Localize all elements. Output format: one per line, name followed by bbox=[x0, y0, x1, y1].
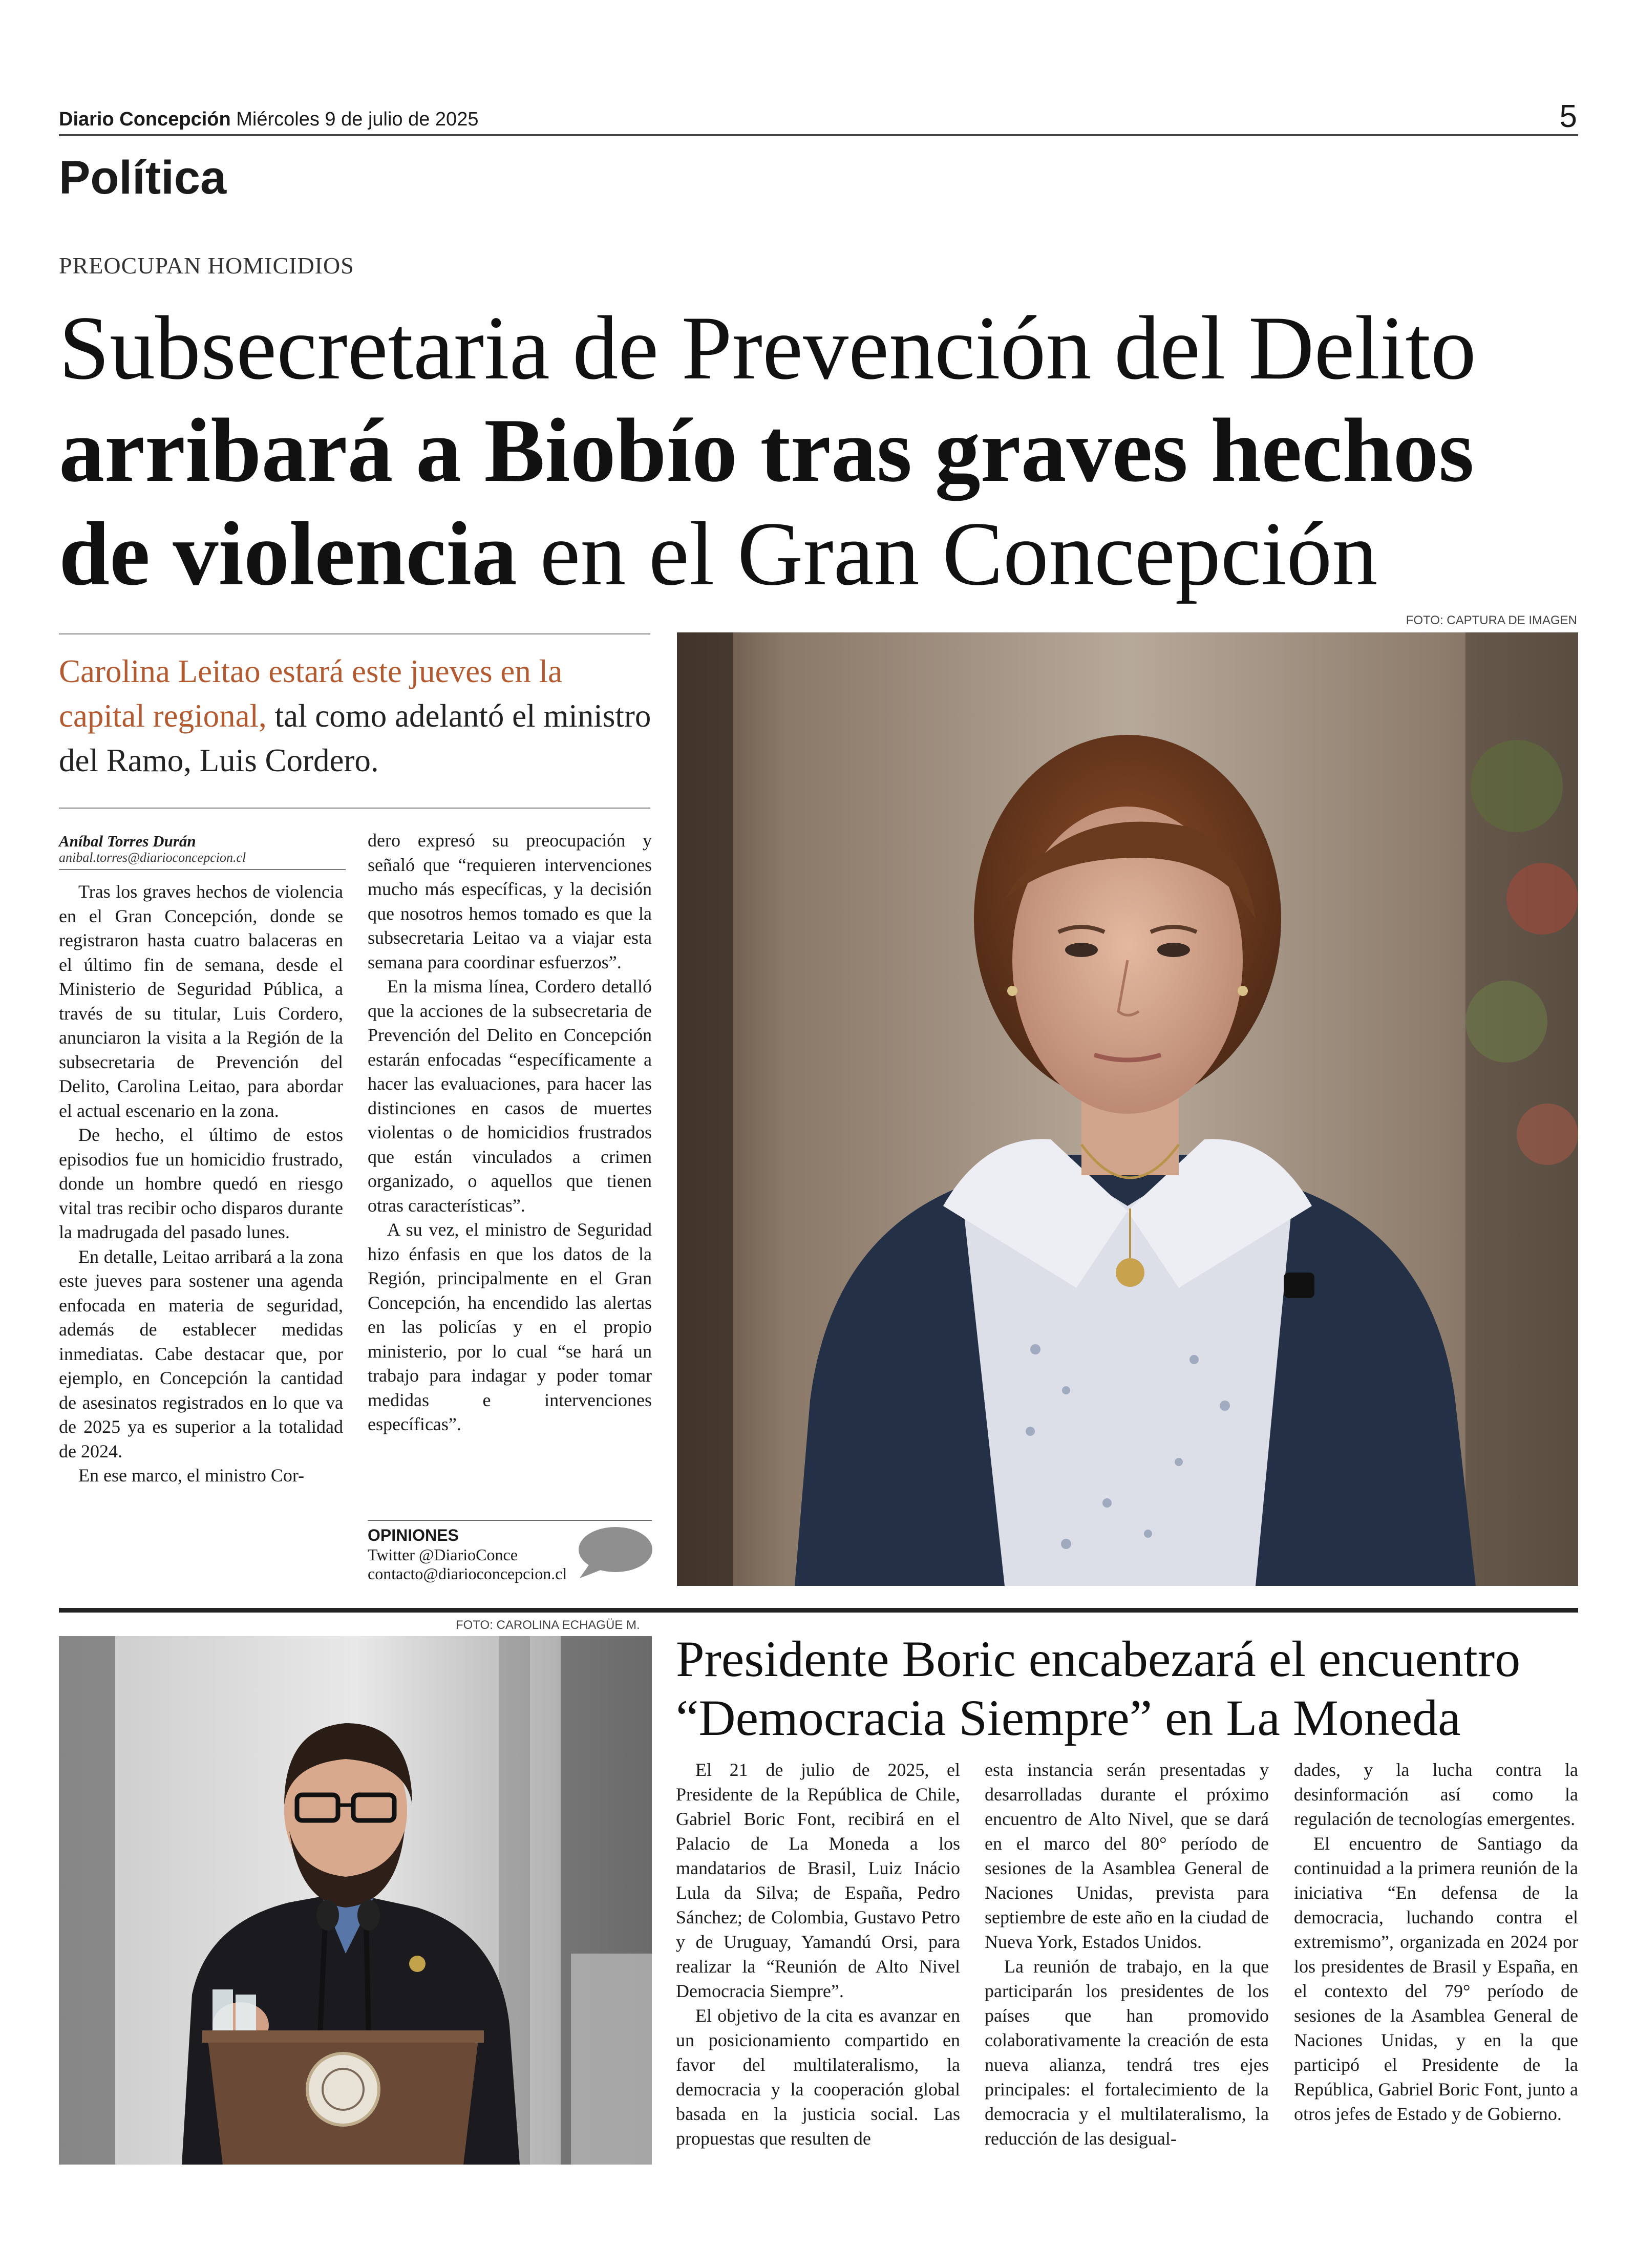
second-column-2 bbox=[985, 1757, 1269, 2151]
headline-line-3 bbox=[59, 503, 1378, 604]
speech-bubble-icon bbox=[573, 1525, 655, 1581]
byline-email: anibal.torres@diarioconcepcion.cl bbox=[59, 850, 246, 865]
opinions-contact[interactable]: contacto@diarioconcepcion.cl bbox=[368, 1564, 567, 1583]
lead-bottom-rule bbox=[59, 808, 650, 809]
issue-date: Miércoles 9 de julio de 2025 bbox=[236, 109, 479, 130]
lead-accent: Carolina Leitao estará este jueves en la capital regional, bbox=[59, 653, 563, 734]
second-headline-line-1: Presidente Boric encabezará el encuentro bbox=[676, 1630, 1521, 1687]
photo-credit-1: FOTO: CAPTURA DE IMAGEN bbox=[1406, 613, 1577, 627]
paragraph: esta instancia serán presentadas y desarrolladas durante el próximo encuentro de Alto Nivel, que se dará en el marco del 80° período de sesiones de la Asamblea General de Naciones Unidas, prevista para septiembre de este año en la ciudad de Nueva York, Estados Unidos. bbox=[985, 1760, 1269, 1952]
second-column-3 bbox=[1294, 1757, 1578, 2126]
paragraph: El 21 de julio de 2025, el Presidente de la República de Chile, Gabriel Boric Font, recibirá en el Palacio de La Moneda a los mandatarios de Brasil, Luiz Inácio Lula da Silva; de España, Pedro Sánchez; de Colombia, Gustavo Petro y de Uruguay, Yamandú Orsi, para realizar la “Reunión de Alto Nivel Democracia Siempre”. bbox=[676, 1760, 960, 2001]
paragraph: dades, y la lucha contra la desinformación así como la regulación de tecnologías emergentes. bbox=[1294, 1760, 1578, 1829]
paragraph: A su vez, el ministro de Seguridad hizo énfasis en que los datos de la Región, principalmente en el Gran Concepción, ha encendido las alertas en las policías y en el propio ministerio, por lo cual “se hará un trabajo para indagar y poder tomar medidas e intervenciones específicas”. bbox=[368, 1219, 652, 1434]
lead-top-rule bbox=[59, 633, 650, 634]
headline-line-2 bbox=[59, 399, 1474, 501]
paragraph: Tras los graves hechos de violencia en el Gran Concepción, donde se registraron hasta cuatro balaceras en el último fin de semana, desde el Ministerio de Seguridad Pública, a través de su titular, Luis Cordero, anunciaron la visita a la Región de la subsecretaria de Prevención del Delito, Carolina Leitao, para abordar el actual escenario en la zona. bbox=[59, 881, 343, 1121]
header-divider bbox=[59, 134, 1578, 136]
article-column-2 bbox=[368, 829, 652, 1437]
boric-image bbox=[59, 1636, 652, 2165]
photo-presidente-boric bbox=[59, 1636, 652, 2165]
byline-author: Aníbal Torres Durán bbox=[59, 832, 196, 850]
paragraph: En la misma línea, Cordero detalló que la acciones de la subsecretaria de Prevención del Delito en Concepción estarán enfocadas “específicamente a hacer las evaluaciones, para hacer las distinciones en casos de muertes violentas o de homicidios frustrados que están vinculados a crimen organizado, o aquellos que tienen otras características”. bbox=[368, 976, 652, 1216]
paragraph: En detalle, Leitao arribará a la zona este jueves para sostener una agenda enfocada en materia de seguridad, además de establecer medidas inmediatas. Cabe destacar que, por ejemplo, en Concepción la cantidad de asesinatos registrados en lo que va de 2025 ya es superior a la totalidad de 2024. bbox=[59, 1246, 343, 1461]
newspaper-header bbox=[59, 109, 478, 131]
byline-rule bbox=[59, 869, 346, 870]
photo-credit-2: FOTO: CAROLINA ECHAGÜE M. bbox=[456, 1618, 640, 1632]
headline-line-3-bold: de violencia bbox=[59, 503, 517, 604]
paragraph: La reunión de trabajo, en la que participarán los presidentes de los países que han promovido colaborativamente la creación de esta nueva alianza, tendrá tres ejes principales: el fortalecimiento de la democracia y el multilateralismo, la reducción de las desigual- bbox=[985, 1956, 1269, 2149]
headline-line-1: Subsecretaria de Prevención del Delito bbox=[59, 297, 1476, 398]
page-number: 5 bbox=[1559, 99, 1577, 134]
opinions-rule bbox=[368, 1520, 652, 1521]
lead-rest: tal como adelantó el ministro del Ramo, Luis Cordero. bbox=[59, 697, 651, 778]
paper-name: Diario Concepción bbox=[59, 109, 231, 130]
paragraph: dero expresó su preocupación y señaló que “requieren intervenciones mucho más específicas, y la decisión que nosotros hemos tomado es que la subsecretaria Leitao va a viajar esta semana para coordinar esfuerzos”. bbox=[368, 830, 652, 972]
opinions-title: OPINIONES bbox=[368, 1526, 459, 1544]
photo-carolina-leitao bbox=[677, 632, 1578, 1586]
story-kicker: PREOCUPAN HOMICIDIOS bbox=[59, 252, 354, 279]
paragraph: El objetivo de la cita es avanzar en un posicionamiento compartido en favor del multilateralismo, la democracia y la cooperación global basada en la justicia social. Las propuestas que resulten de bbox=[676, 2005, 960, 2149]
paragraph: De hecho, el último de estos episodios fue un homicidio frustrado, donde un hombre quedó en riesgo vital tras recibir ocho disparos durante la madrugada del pasado lunes. bbox=[59, 1125, 343, 1242]
headline-line-3-rest: en el Gran Concepción bbox=[517, 503, 1378, 604]
section-separator bbox=[59, 1608, 1578, 1613]
section-title: Política bbox=[59, 152, 227, 204]
second-column-1 bbox=[676, 1757, 960, 2151]
story-lead bbox=[59, 649, 653, 783]
portrait-image bbox=[677, 632, 1578, 1586]
paragraph: En ese marco, el ministro Cor- bbox=[78, 1465, 305, 1486]
second-headline-line-2: “Democracia Siempre” en La Moneda bbox=[676, 1689, 1461, 1746]
headline-line-2-text: arribará a Biobío tras graves hechos bbox=[59, 399, 1474, 501]
opinions-twitter[interactable]: Twitter @DiarioConce bbox=[368, 1545, 518, 1564]
paragraph: El encuentro de Santiago da continuidad a la primera reunión de la iniciativa “En defensa de la democracia, luchando contra el extremismo”, organizada en 2024 por los presidentes de Brasil y España, en el contexto del 79° período de sesiones de la Asamblea General de Naciones Unidas, y en la que participó el Presidente de la República, Gabriel Boric Font, junto a otros jefes de Estado y de Gobierno. bbox=[1294, 1833, 1578, 2124]
article-column-1 bbox=[59, 880, 343, 1488]
